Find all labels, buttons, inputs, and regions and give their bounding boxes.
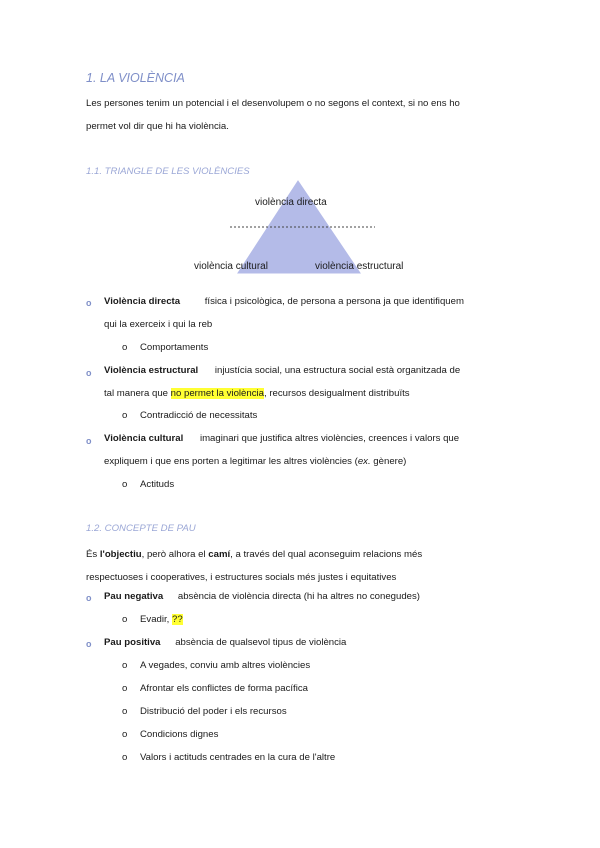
section-title-pau: 1.2. CONCEPTE DE PAU — [86, 523, 196, 534]
bullet-icon: o — [86, 436, 92, 446]
triangle-label-cultural: violència cultural — [194, 261, 268, 272]
sub-item-pau-positiva: A vegades, conviu amb altres violències — [140, 660, 311, 671]
desc-pau-positiva: absència de qualsevol tipus de violència — [175, 637, 347, 648]
desc-directa: física i psicològica, de persona a persona ja que identifiquem — [204, 296, 464, 307]
sub-bullet-icon: o — [122, 752, 128, 763]
sub-item-pau-positiva: Valors i actituds centrades en la cura de l'altre — [140, 752, 336, 763]
pau-intro-line-2: respectuoses i cooperatives, i estructures socials més justes i equitatives — [86, 572, 397, 583]
sub-item-pau-positiva: Afrontar els conflictes de forma pacífica — [140, 683, 308, 694]
triangle-label-directa: violència directa — [255, 197, 327, 208]
list-item-directa — [104, 296, 514, 307]
term-directa: Violència directa — [104, 296, 181, 307]
highlight-no-permet: no permet la violència — [170, 388, 264, 399]
bullet-icon: o — [86, 593, 92, 603]
section-title-violencia: 1. LA VIOLÈNCIA — [86, 71, 185, 85]
text-segment: , però alhora el — [141, 549, 209, 560]
highlight-question: ?? — [172, 614, 183, 625]
term-estructural: Violència estructural — [104, 365, 199, 376]
bullet-icon: o — [86, 639, 92, 649]
bullet-icon: o — [86, 368, 92, 378]
text-segment: És — [86, 549, 100, 560]
sub-bullet-icon: o — [122, 660, 128, 671]
desc-estructural: injustícia social, una estructura social està organitzada de — [214, 365, 461, 376]
term-cultural: Violència cultural — [104, 433, 184, 444]
text-bold-objectiu: l'objectiu — [99, 549, 142, 560]
text-segment: tal manera que — [104, 388, 171, 399]
section-title-triangle: 1.1. TRIANGLE DE LES VIOLÈNCIES — [86, 166, 250, 177]
text-segment: , recursos desigualment distribuïts — [264, 388, 410, 399]
sub-item-pau-positiva: Condicions dignes — [140, 729, 219, 740]
sub-item-pau-positiva: Distribució del poder i els recursos — [140, 706, 287, 717]
list-item-estructural — [104, 365, 460, 376]
text-segment: Evadir, — [140, 614, 172, 625]
sub-bullet-icon: o — [122, 342, 128, 353]
sub-bullet-icon: o — [122, 729, 128, 740]
list-item-pau-negativa — [104, 591, 420, 602]
desc-directa-line2: qui la exerceix i qui la reb — [104, 319, 213, 330]
sub-item-actituds: Actituds — [140, 479, 175, 490]
sub-item-contradiccio: Contradicció de necessitats — [140, 410, 258, 421]
text-bold-cami: camí — [208, 549, 231, 560]
term-pau-negativa: Pau negativa — [104, 591, 164, 602]
sub-item-comportaments: Comportaments — [140, 342, 209, 353]
sub-bullet-icon: o — [122, 706, 128, 717]
sub-bullet-icon: o — [122, 683, 128, 694]
desc-estructural-line2 — [104, 388, 410, 399]
list-item-pau-positiva — [104, 637, 346, 648]
sub-bullet-icon: o — [122, 410, 128, 421]
list-item-cultural — [104, 433, 459, 444]
intro-line-2: permet vol dir que hi ha violència. — [86, 121, 229, 132]
term-pau-positiva: Pau positiva — [104, 637, 161, 648]
text-segment: gènere) — [370, 456, 407, 467]
text-segment: expliquem i que ens porten a legitimar les altres violències ( — [104, 456, 358, 467]
text-emphasis: ex. — [357, 456, 371, 467]
desc-cultural: imaginari que justifica altres violències, creences i valors que — [199, 433, 460, 444]
bullet-icon: o — [86, 298, 92, 308]
desc-cultural-line2 — [104, 456, 406, 467]
intro-line-1: Les persones tenim un potencial i el desenvolupem o no segons el context, si no ens ho — [86, 98, 460, 109]
sub-bullet-icon: o — [122, 479, 128, 490]
desc-pau-negativa: absència de violència directa (hi ha altres no conegudes) — [177, 591, 420, 602]
pau-intro-line-1 — [86, 543, 422, 566]
sub-item-evadir — [140, 614, 183, 625]
triangle-label-estructural: violència estructural — [315, 261, 404, 272]
sub-bullet-icon: o — [122, 614, 128, 625]
text-segment: , a través del qual aconseguim relacions més — [230, 549, 423, 560]
